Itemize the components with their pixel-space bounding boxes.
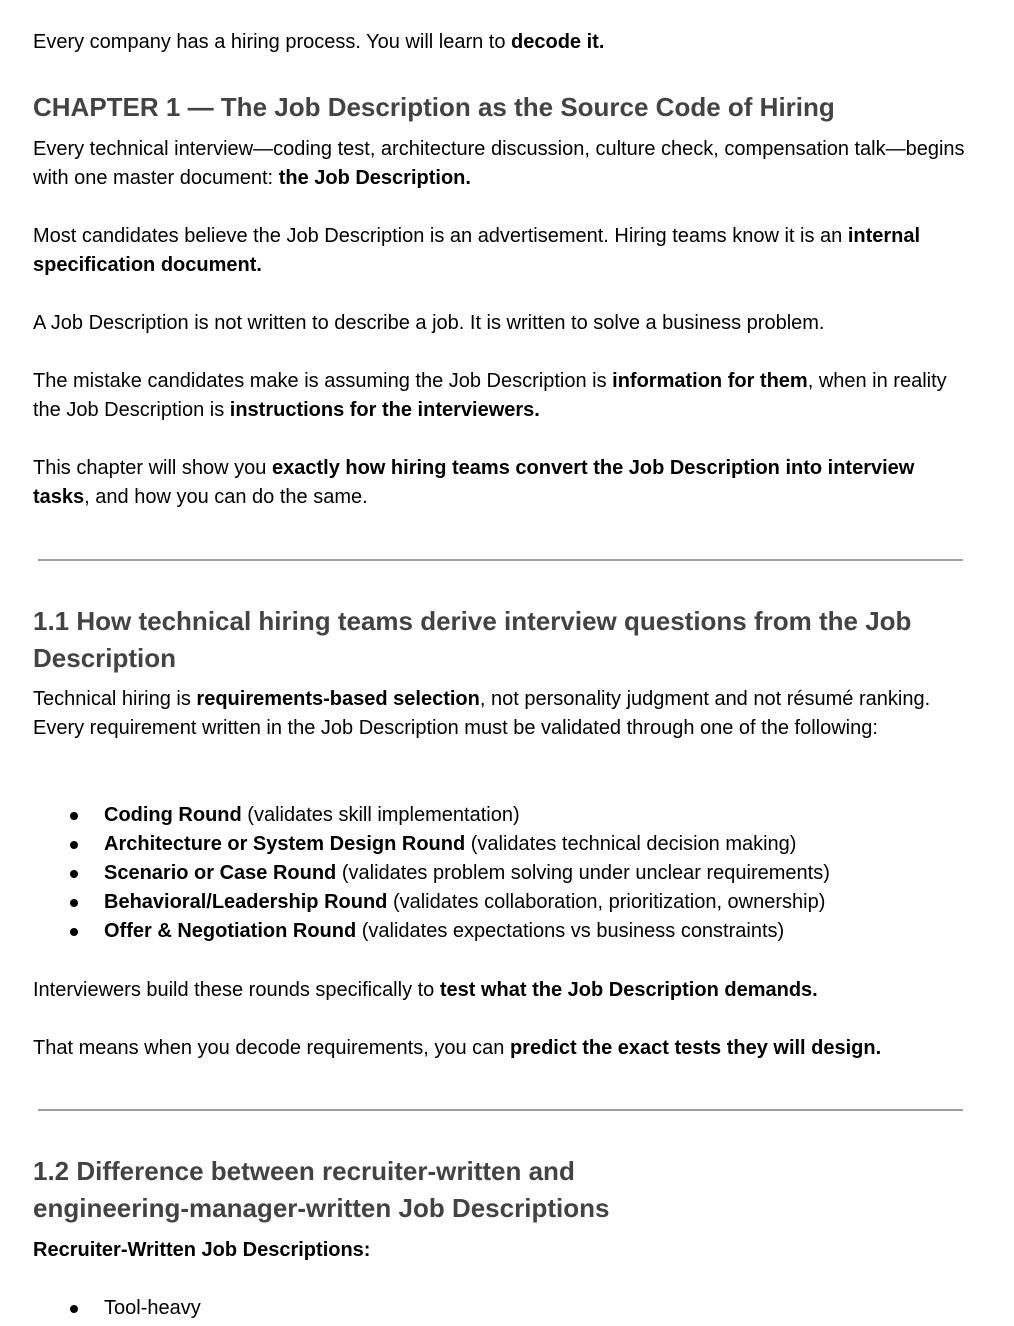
intro-bold: decode it.	[511, 31, 605, 53]
round-name: Scenario or Case Round	[104, 862, 337, 884]
section-1-1-paragraph-3	[33, 1034, 973, 1063]
interview-rounds-list	[33, 801, 973, 946]
text: The mistake candidates make is assuming the Job Description is	[33, 370, 613, 392]
round-name: Architecture or System Design Round	[104, 833, 466, 855]
section-1-1-paragraph-1	[33, 685, 973, 743]
chapter-paragraph-3	[33, 309, 973, 338]
round-desc: (validates collaboration, prioritization, ownership)	[387, 891, 826, 913]
round-desc: (validates technical decision making)	[465, 833, 797, 855]
bullet-icon	[70, 899, 78, 907]
recruiter-traits-list	[33, 1294, 973, 1323]
section-1-2-title: 1.2 Difference between recruiter-written and engineering-manager-written Job Descriptions	[33, 1156, 610, 1223]
round-name: Offer & Negotiation Round	[104, 920, 357, 942]
recruiter-subheading: Recruiter-Written Job Descriptions:	[33, 1239, 371, 1261]
list-item	[33, 1294, 973, 1323]
text: Most candidates believe the Job Description is an advertisement. Hiring teams know it is an	[33, 225, 848, 247]
bold-text: the Job Description.	[278, 167, 471, 189]
chapter-paragraph-4	[33, 367, 973, 425]
list-item	[33, 917, 973, 946]
list-item-text: Tool-heavy	[104, 1297, 201, 1319]
bullet-icon	[70, 1305, 78, 1313]
bullet-icon	[70, 841, 78, 849]
bullet-icon	[70, 812, 78, 820]
round-desc: (validates expectations vs business constraints)	[356, 920, 785, 942]
round-desc: (validates problem solving under unclear requirements)	[336, 862, 830, 884]
chapter-paragraph-2	[33, 222, 973, 280]
intro-paragraph	[33, 28, 973, 57]
text: This chapter will show you	[33, 457, 272, 479]
text: That means when you decode requirements, you can	[33, 1037, 510, 1059]
bullet-icon	[70, 928, 78, 936]
bold-text: instructions for the interviewers.	[229, 399, 540, 421]
section-divider	[38, 559, 963, 561]
text: Technical hiring is	[33, 688, 197, 710]
bold-text: predict the exact tests they will design.	[509, 1037, 882, 1059]
bullet-icon	[70, 870, 78, 878]
list-item	[33, 859, 973, 888]
chapter-title: CHAPTER 1 — The Job Description as the Source Code of Hiring	[33, 92, 835, 122]
text: , when in reality the Job Description is	[33, 370, 947, 421]
bold-text: requirements-based selection	[196, 688, 480, 710]
text: , and how you can do the same.	[84, 486, 368, 508]
list-item	[33, 830, 973, 859]
section-divider	[38, 1109, 963, 1111]
bold-text: internal specification document.	[33, 225, 921, 276]
list-item	[33, 888, 973, 917]
round-name: Coding Round	[104, 804, 242, 826]
text: A Job Description is not written to describe a job. It is written to solve a business problem.	[33, 312, 825, 334]
round-desc: (validates skill implementation)	[241, 804, 520, 826]
section-1-1-paragraph-2	[33, 976, 973, 1005]
intro-text: Every company has a hiring process. You will learn to	[33, 31, 512, 53]
text: Interviewers build these rounds specifically to	[33, 979, 440, 1001]
text: , not personality judgment and not résumé ranking. Every requirement written in the Job Description must be validated through one of the following:	[33, 688, 931, 739]
bold-text: information for them	[612, 370, 808, 392]
section-1-1-title: 1.1 How technical hiring teams derive interview questions from the Job Description	[33, 606, 912, 673]
chapter-paragraph-5	[33, 454, 973, 512]
list-item	[33, 801, 973, 830]
round-name: Behavioral/Leadership Round	[104, 891, 388, 913]
bold-text: exactly how hiring teams convert the Job Description into interview tasks	[33, 457, 915, 508]
text: Every technical interview—coding test, architecture discussion, culture check, compensation talk—begins with one master document:	[33, 138, 965, 189]
bold-text: test what the Job Description demands.	[439, 979, 818, 1001]
chapter-paragraph-1	[33, 135, 973, 193]
